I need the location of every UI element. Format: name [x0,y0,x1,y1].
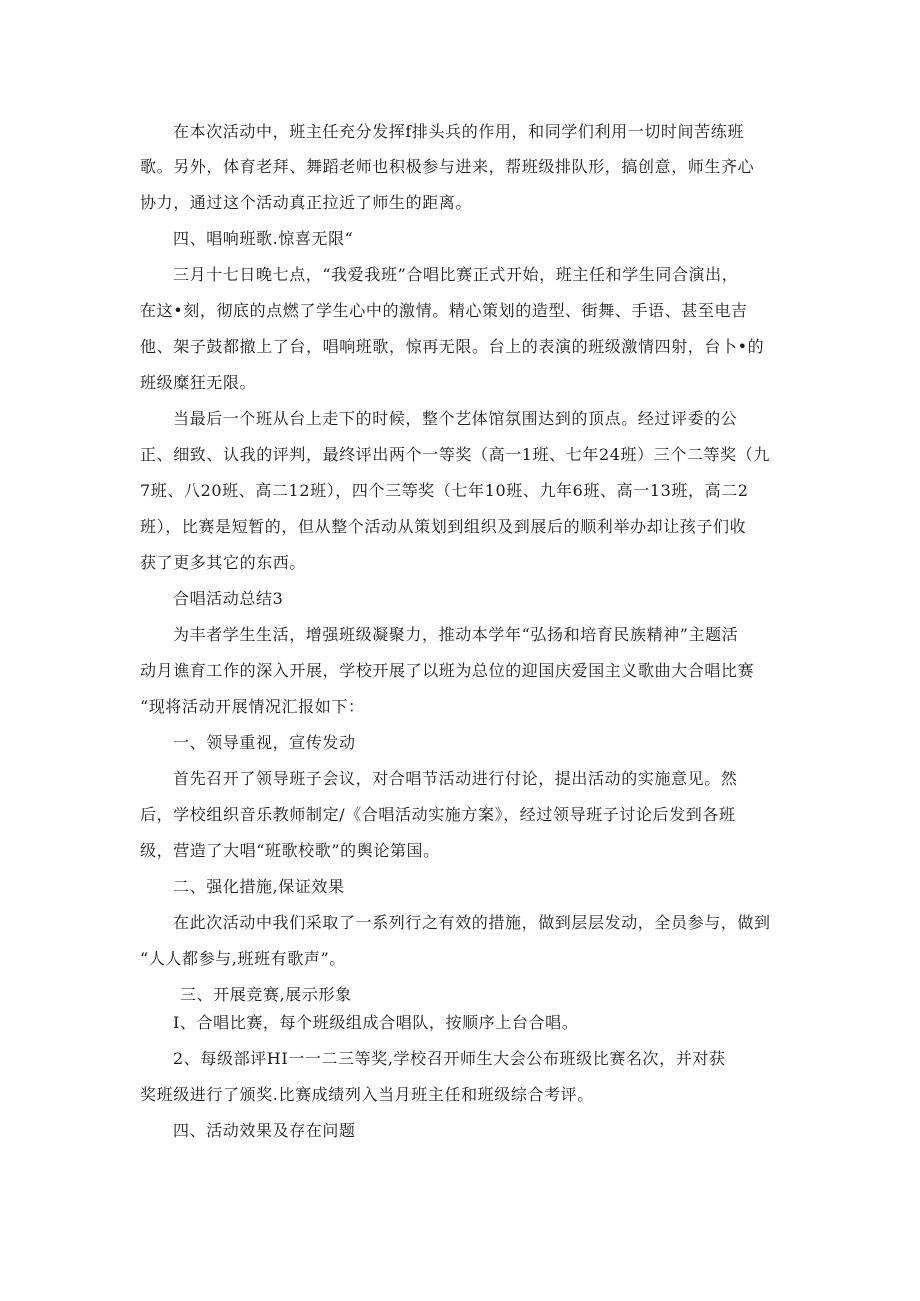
text-line: 在本次活动中，班主任充分发挥f排头兵的作用，和同学们利用一切时间苦练班 [173,122,744,141]
text-line: 动月谯育工作的深入开展，学校开展了以班为总位的迎国庆爱国主义歌曲大合唱比赛 [140,661,755,680]
text-line: 三月十七日晚七点，“我爱我班”合唱比赛正式开始，班主任和学生同合演出， [173,265,739,284]
section-heading: 一、领导重视，宣传发动 [173,733,356,752]
text-line: 正、细致、认我的评判，最终评出两个一等奖（高一1班、七年24班）三个二等奖（九 [140,445,770,464]
text-line: 级，营造了大唱“班歌校歌”的舆论第国。 [140,841,440,860]
text-line: 在此次活动中我们采取了一系列行之有效的措施，做到层层发动，全员参与，做到 [173,913,771,932]
text-line: 2、每级部评HI一一二三等奖,学校召开师生大会公布班级比赛名次，并对获 [173,1049,726,1068]
text-line: 后，学校组织音乐教师制定/《合唱活动实施方案》，经过领导班子讨论后发到各班 [140,805,736,824]
section-heading: 二、强化措施,保证效果 [173,877,345,896]
text-line: 班），比赛是短暂的，但从整个活动从策划到组织及到展后的顺利举办却让孩子们收 [140,517,747,536]
text-line: 为丰者学生生活，增强班级凝聚力，推动本学年“弘扬和培育民族精神”主题活 [173,625,739,644]
text-line: 在这•刻，彻底的点燃了学生心中的激情。精心策划的造型、街舞、手语、甚至电吉 [140,301,748,320]
text-line: 当最后一个班从台上走下的时候，整个艺体馆氛围达到的顶点。经过评委的公 [173,409,738,428]
text-line: 歌。另外，体育老拜、舞蹈老师也积极参与进来，帮班级排队形，搞创意，师生齐心 [140,157,755,176]
text-line: “现将活动开展情况汇报如下： [140,697,365,716]
section-heading: 四、活动效果及存在问题 [173,1121,356,1140]
text-line: I、合唱比赛，每个班级组成合唱队，按顺序上台合唱。 [173,1013,579,1032]
section-heading: 合唱活动总结3 [173,589,284,608]
text-line: 协力，通过这个活动真正拉近了师生的距离。 [140,193,473,212]
text-line: 7班、八20班、高二12班），四个三等奖（七年10班、九年6班、高一13班，高二2 [140,481,749,500]
text-line: 获了更多其它的东西。 [140,553,307,572]
text-line: 奖班级进行了颁奖.比赛成绩列入当月班主任和班级综合考评。 [140,1085,594,1104]
text-line: 班级糜狂无限。 [140,373,257,392]
text-line: “人人都参与,班班有歌声”。 [140,949,346,968]
section-heading: 三、开展竞赛,展示形象 [180,985,352,1004]
text-line: 他、架子鼓都撤上了台，唱响班歌，惊再无限。台上的表演的班级激情四射，台卜•的 [140,337,765,356]
section-heading: 四、唱响班歌.惊喜无限“ [173,229,354,248]
text-line: 首先召开了领导班子会议，对合唱节活动进行付论，提出活动的实施意见。然 [173,769,738,788]
